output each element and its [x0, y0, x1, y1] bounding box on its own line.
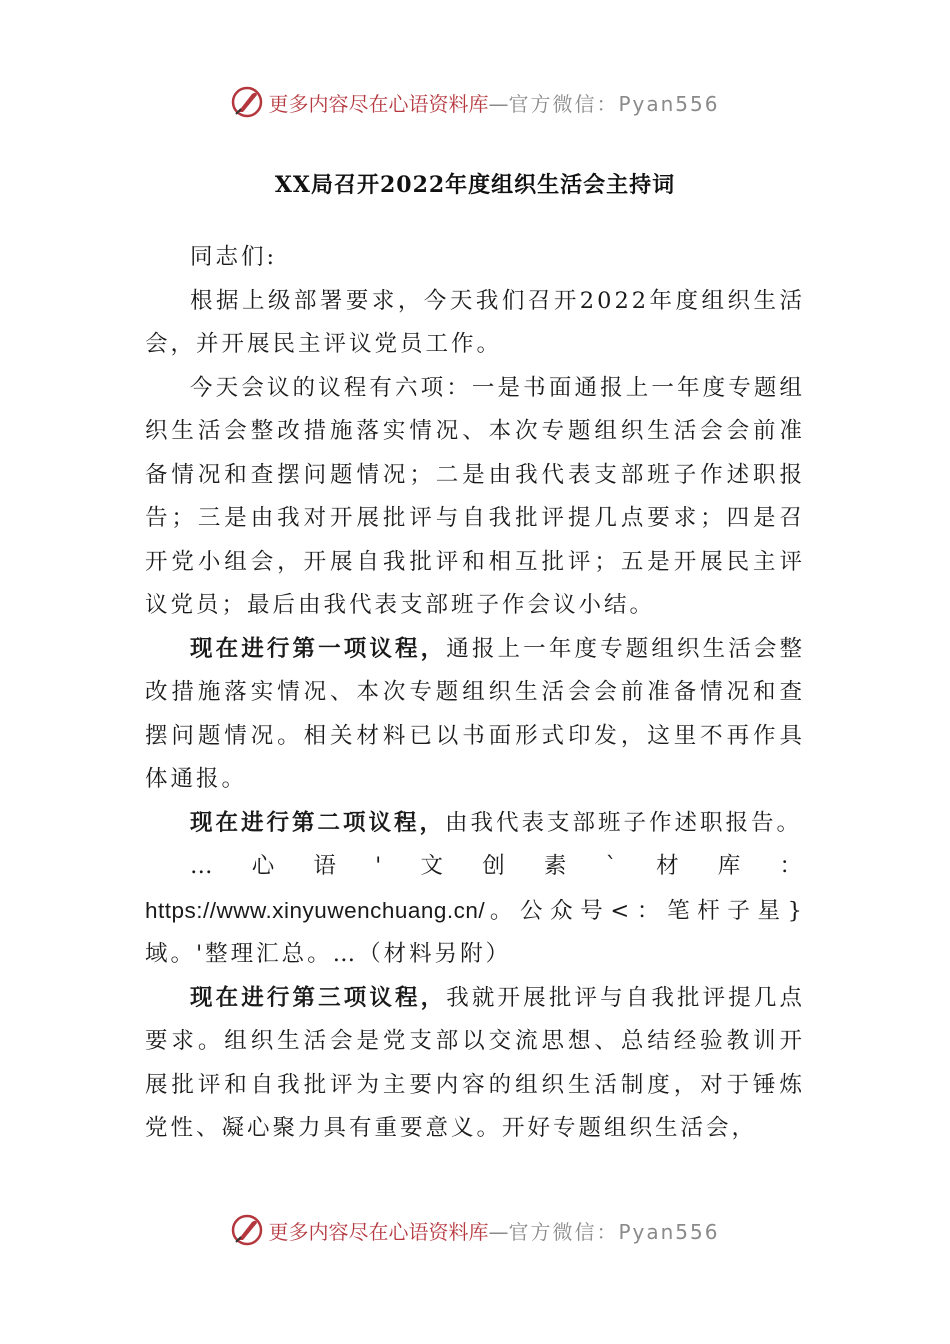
paragraph-item-3 — [145, 977, 805, 1151]
paragraph-agenda: 今天会议的议程有六项：一是书面通报上一年度专题组织生活会整改措施落实情况、本次专题组织生活会会前准备情况和查摆问题情况；二是由我代表支部班子作述职报告；三是由我对开展批评与自我批评提几点要求；四是召开党小组会，开展自我批评和相互批评；五是开展民主评议党员；最后由我代表支部班子作会议小结。 — [145, 374, 805, 618]
paragraph-item-1 — [145, 628, 805, 802]
url-prefix: …心语'文创素`材库： — [190, 853, 805, 879]
url-link: https://www.xinyuwenchuang.cn/ — [145, 897, 486, 923]
item-3-lead: 现在进行第三项议程， — [190, 984, 447, 1011]
item-2-lead: 现在进行第二项议程， — [190, 809, 446, 836]
item-1-text: 通报上一年度专题组织生活会整改措施落实情况、本次专题组织生活会会前准备情况和查摆问题情况。相关材料已以书面形式印发，这里不再作具体通报。 — [145, 635, 805, 792]
header-promo-text: 更多内容尽在心语资料库 — [268, 91, 489, 116]
paragraph-url — [145, 845, 805, 977]
paragraph-item-2 — [145, 802, 805, 846]
quill-logo-icon — [230, 1213, 264, 1247]
quill-logo-icon — [230, 85, 264, 119]
footer-banner — [0, 1208, 950, 1252]
item-3-text: 我就开展批评与自我批评提几点要求。组织生活会是党支部以交流思想、总结经验教训开展批评和自我批评为主要内容的组织生活制度，对于锤炼党性、凝心聚力具有重要意义。开好专题组织生活会， — [145, 984, 805, 1141]
header-banner — [0, 80, 950, 124]
document-title: XX局召开2022年度组织生活会主持词 — [274, 172, 676, 198]
header-contact-text: 官方微信：Pyan556 — [508, 91, 720, 116]
footer-promo-text: 更多内容尽在心语资料库 — [268, 1219, 489, 1244]
footer-contact-text: 官方微信：Pyan556 — [508, 1219, 720, 1244]
document-body — [145, 236, 805, 1151]
header-banner-text — [268, 88, 719, 117]
url-suffix: 。公众号<：笔杆子星}域。'整理汇总。…（材料另附） — [145, 897, 805, 967]
item-2-text: 由我代表支部班子作述职报告。 — [445, 809, 803, 836]
paragraph-intro: 根据上级部署要求，今天我们召开2022年度组织生活会，并开展民主评议党员工作。 — [145, 287, 805, 357]
salutation: 同志们: — [190, 244, 278, 270]
header-dash: — — [488, 91, 509, 116]
footer-banner-text — [268, 1216, 719, 1245]
item-1-lead: 现在进行第一项议程， — [190, 635, 447, 662]
footer-dash: — — [488, 1219, 509, 1244]
